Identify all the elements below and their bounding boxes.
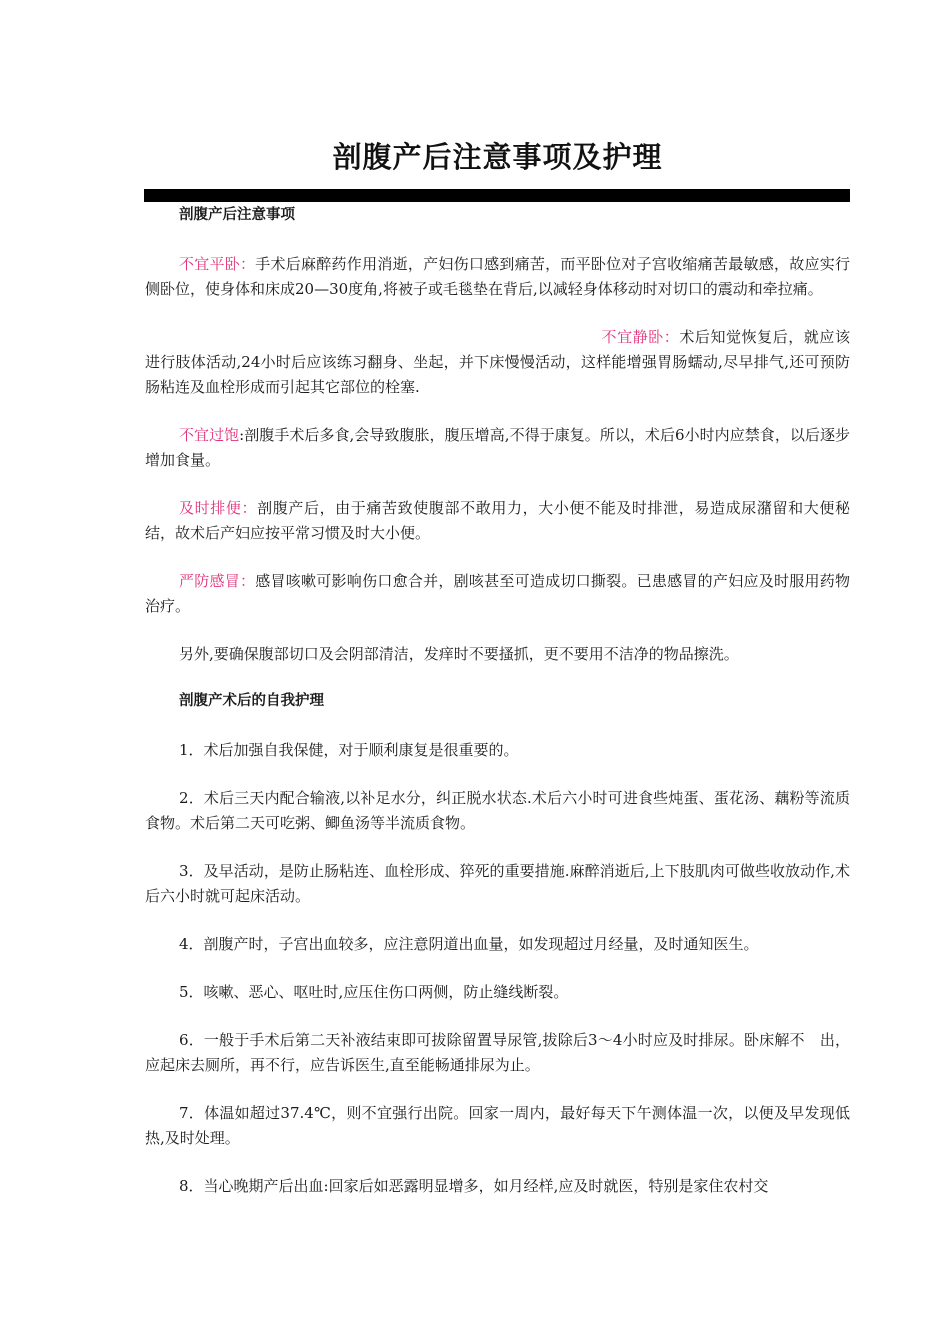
list-item: 6．一般于手术后第二天补液结束即可拔除留置导尿管,拔除后3～4小时应及时排尿。卧床解不 出，应起床去厕所，再不行，应告诉医生,直至能畅通排尿为止。: [145, 1031, 850, 1074]
item-text: :剖腹手术后多食,会导致腹胀，腹压增高,不得于康复。所以，术后6小时内应禁食，以后逐步增加食量。: [145, 426, 850, 469]
paragraph-no-overeating: [145, 423, 850, 473]
paragraph-no-rest: [145, 325, 850, 400]
item-text: 手术后麻醉药作用消逝，产妇伤口感到痛苦，而平卧位对子宫收缩痛苦最敏感，故应实行侧卧位，使身体和床成20—30度角,将被子或毛毯垫在背后,以减轻身体移动时对切口的震动和牵拉痛。: [145, 255, 850, 298]
list-item: 2．术后三天内配合输液,以补足水分，纠正脱水状态.术后六小时可进食些炖蛋、蛋花汤、藕粉等流质食物。术后第二天可吃粥、鲫鱼汤等半流质食物。: [145, 789, 850, 832]
paragraph-hygiene: 另外,要确保腹部切口及会阴部清洁，发痒时不要搔抓，更不要用不洁净的物品擦洗。: [179, 645, 739, 663]
item-text: 剖腹产后，由于痛苦致使腹部不敢用力，大小便不能及时排泄，易造成尿潴留和大便秘结，故术后产妇应按平常习惯及时大小便。: [145, 499, 850, 542]
document-body: [145, 203, 850, 1199]
list-item: 1．术后加强自我保健，对于顺利康复是很重要的。: [179, 741, 519, 759]
list-item: 4．剖腹产时，子宫出血较多，应注意阴道出血量，如发现超过月经量，及时通知医生。: [179, 935, 759, 953]
paragraph-cold: [145, 569, 850, 619]
paragraph-no-supine: [145, 252, 850, 302]
page-title: 剖腹产后注意事项及护理: [332, 140, 663, 174]
list-item: 8．当心晚期产后出血:回家后如恶露明显增多，如月经样,应及时就医，特别是家住农村交: [179, 1177, 769, 1195]
item-text: 感冒咳嗽可影响伤口愈合并，剧咳甚至可造成切口撕裂。已患感冒的产妇应及时服用药物治疗。: [145, 572, 850, 615]
list-item: 3．及早活动，是防止肠粘连、血栓形成、猝死的重要措施.麻醉消逝后,上下肢肌肉可做些收放动作,术后六小时就可起床活动。: [145, 862, 850, 905]
item-label: 不宜静卧：: [601, 328, 680, 346]
list-item: 7．体温如超过37.4℃，则不宜强行出院。回家一周内，最好每天下午测体温一次，以便及早发现低热,及时处理。: [145, 1104, 850, 1147]
item-label: 及时排便：: [179, 499, 258, 517]
list-item: 5．咳嗽、恶心、呕吐时,应压住伤口两侧，防止缝线断裂。: [179, 983, 569, 1001]
title-divider: [144, 189, 850, 202]
section-heading-precautions: 剖腹产后注意事项: [179, 207, 295, 223]
item-label: 不宜过饱: [179, 426, 240, 444]
item-label: 不宜平卧：: [179, 255, 256, 273]
item-label: 严防感冒：: [179, 572, 256, 590]
paragraph-bowel: [145, 496, 850, 546]
section-heading-self-care: 剖腹产术后的自我护理: [179, 693, 324, 709]
item-text: 术后知觉恢复后，就应该进行肢体活动,24小时后应该练习翻身、坐起，并下床慢慢活动，这样能增强胃肠蠕动,尽早排气,还可预防肠粘连及血栓形成而引起其它部位的栓塞.: [145, 328, 850, 396]
